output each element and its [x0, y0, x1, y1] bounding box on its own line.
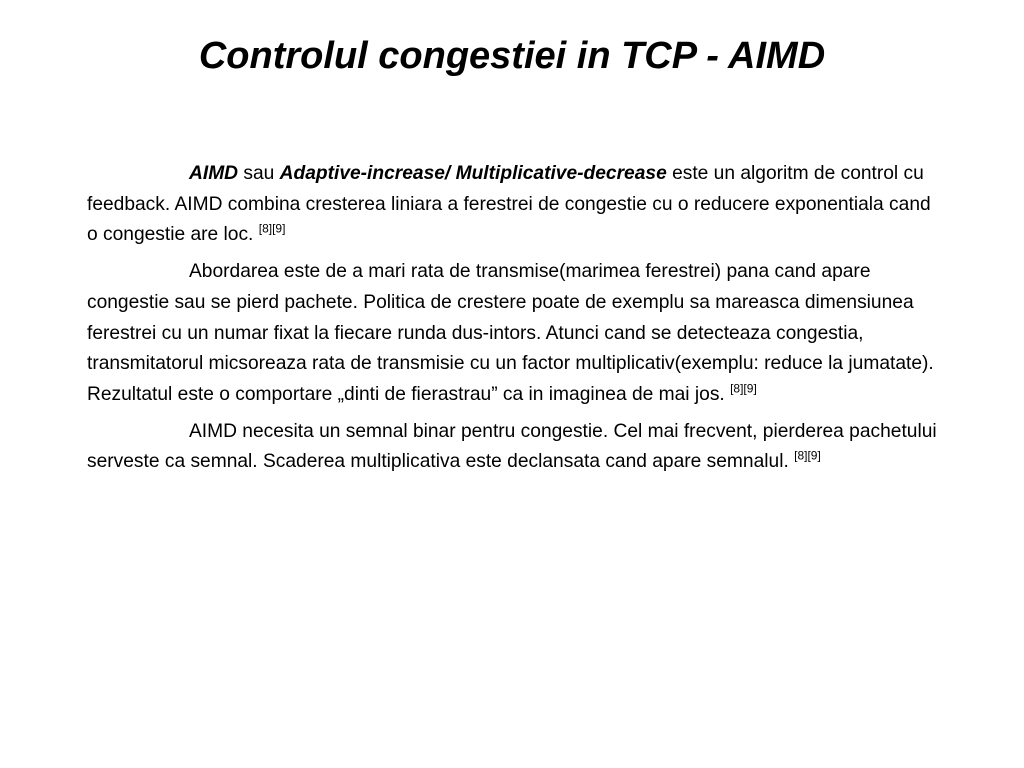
term-aimd: AIMD	[189, 163, 239, 184]
paragraph-text: Abordarea este de a mari rata de transmise(marimea ferestrei) pana cand apare congestie sau se pierd pachete. Politica de crestere poate de exemplu sa mareasca dimensiunea ferestrei cu un numar fixat la fiecare runda dus-intors. Atunci cand se detecteaza congestia, transmitatorul micsoreaza rata de transmisie cu un factor multiplicativ(exemplu: reduce la jumatate). Rezultatul este o comportare „dinti de fierastrau” ca in imaginea de mai jos.	[87, 261, 934, 405]
paragraph-joiner: sau	[238, 163, 280, 184]
paragraph-text: este un algoritm de control cu feedback. AIMD combina cresterea liniara a ferestrei de congestie cu o reducere exponentiala cand o congestie are loc.	[87, 163, 931, 246]
slide-body	[87, 159, 945, 478]
slide-title: Controlul congestiei in TCP - AIMD	[198, 35, 826, 77]
paragraph-aimd-definition	[87, 159, 945, 251]
citation-reference: [8][9]	[258, 222, 286, 237]
paragraph-approach	[87, 257, 945, 411]
paragraph-text: AIMD necesita un semnal binar pentru congestie. Cel mai frecvent, pierderea pachetului serveste ca semnal. Scaderea multiplicativa este declansata cand apare semnalul.	[87, 420, 937, 473]
citation-reference: [8][9]	[794, 448, 821, 463]
paragraph-signal	[87, 417, 945, 478]
citation-reference: [8][9]	[730, 381, 757, 396]
term-adaptive-increase: Adaptive-increase/ Multiplicative-decrease	[279, 163, 667, 184]
